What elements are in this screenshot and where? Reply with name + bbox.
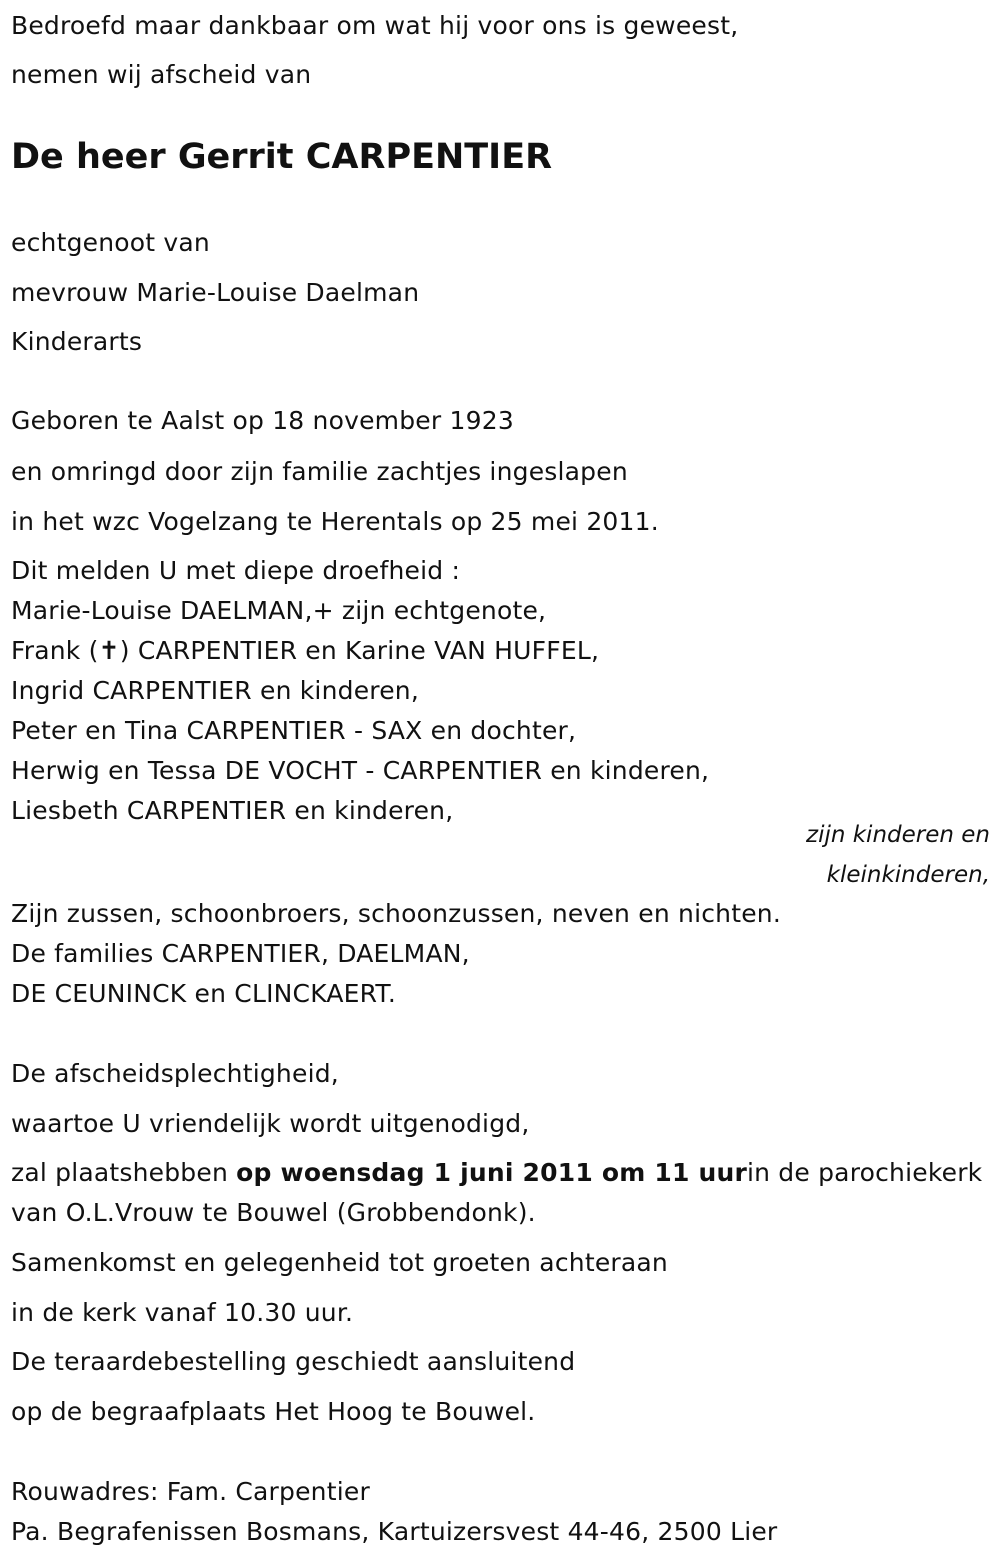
ceremony-line-3-pre: zal plaatshebben xyxy=(11,1158,237,1187)
family-line: De families CARPENTIER, DAELMAN, xyxy=(11,939,470,968)
ceremony-line-1: De afscheidsplechtigheid, xyxy=(11,1059,339,1088)
announcer-name: Frank (✝) CARPENTIER en Karine VAN HUFFEL, xyxy=(11,636,600,665)
family-line: Zijn zussen, schoonbroers, schoonzussen, neven en nichten. xyxy=(11,899,781,928)
ceremony-line-4: van O.L.Vrouw te Bouwel (Grobbendonk). xyxy=(11,1198,536,1227)
spouse-line-2: mevrouw Marie-Louise Daelman xyxy=(11,278,420,307)
group-label-1: zijn kinderen en xyxy=(806,822,990,848)
announcer-name: Marie-Louise DAELMAN,+ zijn echtgenote, xyxy=(11,596,547,625)
family-line: DE CEUNINCK en CLINCKAERT. xyxy=(11,979,397,1008)
profession: Kinderarts xyxy=(11,327,143,356)
address-line-1: Rouwadres: Fam. Carpentier xyxy=(11,1477,370,1506)
ceremony-line-7: De teraardebestelling geschiedt aansluitend xyxy=(11,1347,576,1376)
spouse-line-1: echtgenoot van xyxy=(11,228,210,257)
address-line-2: Pa. Begrafenissen Bosmans, Kartuizersvest 44-46, 2500 Lier xyxy=(11,1517,778,1546)
announcer-name: Peter en Tina CARPENTIER - SAX en dochter, xyxy=(11,716,577,745)
announcer-name: Ingrid CARPENTIER en kinderen, xyxy=(11,676,419,705)
ceremony-line-3 xyxy=(11,1158,982,1188)
ceremony-line-3-post: in de parochiekerk xyxy=(746,1158,983,1187)
intro-line-2: nemen wij afscheid van xyxy=(11,60,312,89)
born-line: Geboren te Aalst op 18 november 1923 xyxy=(11,406,514,435)
group-label-2: kleinkinderen, xyxy=(826,862,990,888)
intro-line-1: Bedroefd maar dankbaar om wat hij voor ons is geweest, xyxy=(11,11,739,40)
announcer-name: Herwig en Tessa DE VOCHT - CARPENTIER en kinderen, xyxy=(11,756,710,785)
ceremony-line-2: waartoe U vriendelijk wordt uitgenodigd, xyxy=(11,1109,530,1138)
ceremony-line-6: in de kerk vanaf 10.30 uur. xyxy=(11,1298,354,1327)
passed-line-1: en omringd door zijn familie zachtjes ingeslapen xyxy=(11,457,628,486)
ceremony-line-8: op de begraafplaats Het Hoog te Bouwel. xyxy=(11,1397,536,1426)
announcer-name: Liesbeth CARPENTIER en kinderen, xyxy=(11,796,454,825)
ceremony-line-5: Samenkomst en gelegenheid tot groeten achteraan xyxy=(11,1248,668,1277)
announcers-intro: Dit melden U met diepe droefheid : xyxy=(11,556,461,585)
deceased-name: De heer Gerrit CARPENTIER xyxy=(11,137,553,177)
passed-line-2: in het wzc Vogelzang te Herentals op 25 mei 2011. xyxy=(11,507,659,536)
ceremony-datetime: op woensdag 1 juni 2011 om 11 uur xyxy=(236,1158,747,1187)
